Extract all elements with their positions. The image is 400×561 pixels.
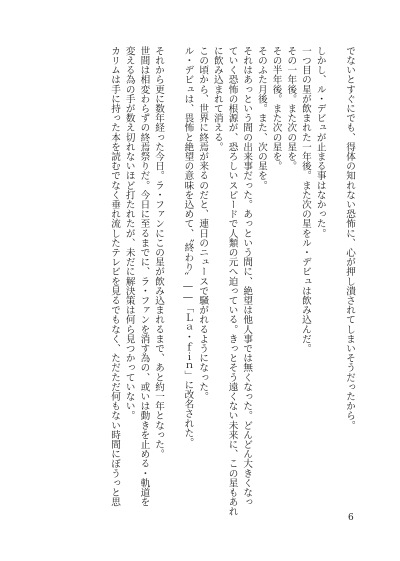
text-line: カリムは手に持った本を読むでなく垂れ流したテレビを見るでもなく、ただただ何もない時間にぼうっと思 (109, 46, 120, 507)
text-line: に飲み込まれて消える。 (211, 46, 223, 152)
page-number: 6 (348, 513, 354, 523)
text-line: その一年後。また次の星を。 (285, 46, 297, 171)
text-line: ていく恐怖の根源が、恐ろしいスピードで人類の元へ迫っている。きっとそう遠くない未来に、この星もあれ (226, 46, 238, 517)
blank-line (165, 46, 180, 518)
blank-line (327, 46, 342, 518)
text-line: でないとすぐにでも、得体の知れない恐怖に、心が押し潰されてしまいそうだったから。 (344, 46, 355, 430)
text-line: この頃から、世界に終焉が来るのだと、連日のニュースで騒がれるようになった。 (197, 46, 209, 402)
text-line: それから更に数年経った今日。ラ・ファンにこの星が飲み込まれるまで、あと約一年となった。 (153, 46, 165, 459)
text-line: ル・デビュは、畏怖と絶望の意味を込めて、〝終わり〟――「Ｌａ・ｆｉｎ」に改名された。 (182, 46, 194, 448)
text-line: そのふた月後。また、次の星を。 (255, 46, 267, 190)
text-line: 変える為の手が数え切れないほど打たれたが、未だに解決策は何ら見つかっていない。 (123, 46, 135, 421)
text-line: その半年後。また次の星を。 (270, 46, 282, 171)
text-line: 一つ目の星が飲まれた一年後。また次の星をル・デビュは飲み込んだ。 (299, 46, 311, 354)
text-line: しかし、ル・デビュが止まる事はなかった。 (314, 46, 326, 238)
text-line: それはあっという間の出来事だった。あっという間に、絶望は他人事では無くなった。どんどん大きくなっ (241, 46, 253, 507)
vertical-text-body (106, 46, 356, 518)
text-line: 世間は相変わらずの終焉祭りだ。今日に至るまでに、ラ・ファンを消す為の、或いは動きを止める・軌道を (138, 46, 150, 507)
